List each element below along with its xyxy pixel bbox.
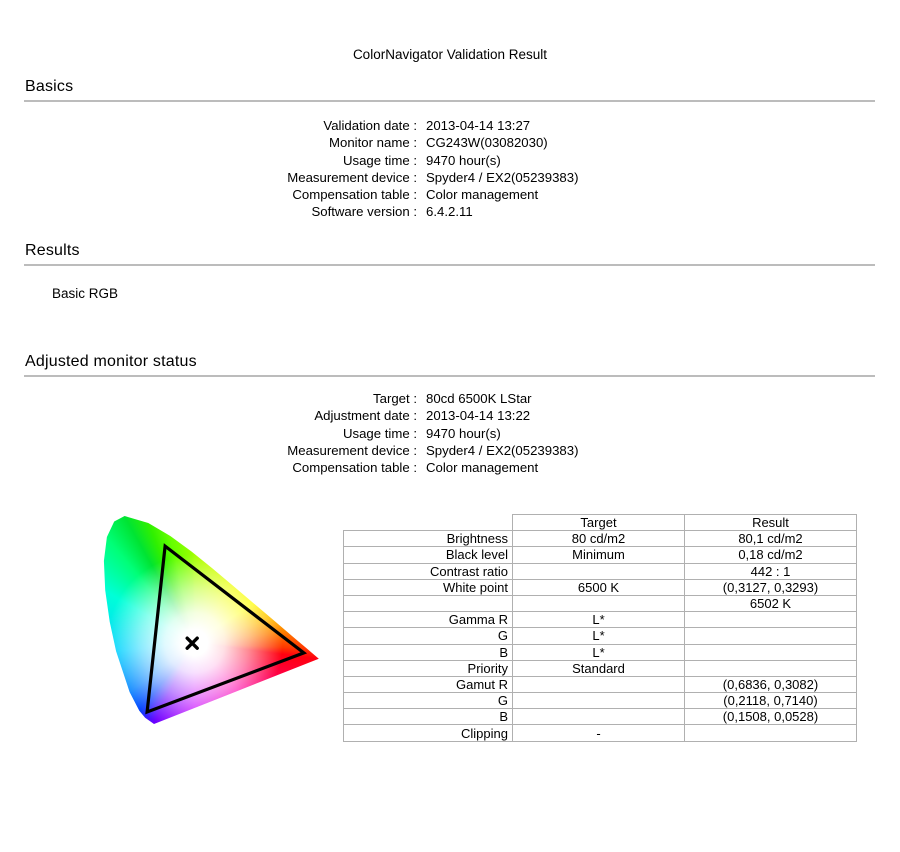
status-table xyxy=(343,514,857,742)
adjusted-status-divider xyxy=(24,375,875,377)
table-row-white-point-kelvin xyxy=(344,595,857,611)
info-label: Adjustment date : xyxy=(314,408,417,424)
info-label: Validation date : xyxy=(323,118,417,133)
page-title: ColorNavigator Validation Result xyxy=(352,47,548,62)
row-label: Contrast ratio xyxy=(344,563,513,579)
row-label: G xyxy=(344,628,513,644)
adjusted-status-heading: Adjusted monitor status xyxy=(25,353,197,370)
info-row-validation-date xyxy=(0,117,900,134)
info-row-target xyxy=(0,390,900,407)
info-label: Usage time : xyxy=(342,425,417,441)
target-cell: - xyxy=(513,725,685,741)
target-cell xyxy=(513,693,685,709)
info-value: CG243W(03082030) xyxy=(426,135,548,151)
info-value: 9470 hour(s) xyxy=(426,152,501,168)
result-cell: 0,18 cd/m2 xyxy=(685,547,857,563)
info-label: Compensation table : xyxy=(292,460,417,476)
white-point-marker xyxy=(187,638,197,648)
row-label: B xyxy=(344,709,513,725)
table-row-gamut-b xyxy=(344,709,857,725)
info-value: 2013-04-14 13:22 xyxy=(426,408,531,424)
target-cell: Minimum xyxy=(513,547,685,563)
adjusted-info-list xyxy=(0,390,900,476)
target-cell: Standard xyxy=(513,660,685,676)
result-cell: 6502 K xyxy=(685,595,857,611)
row-label: Brightness xyxy=(344,531,513,547)
info-label: Measurement device : xyxy=(287,169,417,185)
table-row-gamut-g xyxy=(344,693,857,709)
row-label: B xyxy=(344,644,513,660)
result-cell: (0,2118, 0,7140) xyxy=(685,693,857,709)
info-value: Color management xyxy=(426,187,539,203)
result-cell xyxy=(685,660,857,676)
info-value: Color management xyxy=(426,460,539,476)
target-column-header: Target xyxy=(513,515,685,531)
table-header-row xyxy=(344,515,857,531)
result-cell: 442 : 1 xyxy=(685,563,857,579)
result-cell xyxy=(685,725,857,741)
result-column-header: Result xyxy=(685,515,857,531)
info-row-monitor-name xyxy=(0,134,900,151)
info-row-compensation-table xyxy=(0,186,900,203)
result-cell: (0,1508, 0,0528) xyxy=(685,709,857,725)
row-label: Gamut R xyxy=(344,676,513,692)
info-label: Usage time : xyxy=(342,152,417,168)
row-label: Priority xyxy=(344,660,513,676)
result-cell: (0,3127, 0,3293) xyxy=(685,579,857,595)
info-value: Spyder4 / EX2(05239383) xyxy=(426,442,579,458)
results-heading: Results xyxy=(25,242,80,259)
info-row-measurement-device xyxy=(0,169,900,186)
row-label xyxy=(344,595,513,611)
info-row-usage-time xyxy=(0,425,900,442)
info-row-software-version xyxy=(0,203,900,220)
target-cell xyxy=(513,563,685,579)
table-row-white-point xyxy=(344,579,857,595)
basics-heading: Basics xyxy=(25,78,74,95)
basics-info-list xyxy=(0,117,900,221)
info-row-usage-time xyxy=(0,152,900,169)
table-row-gamma-b xyxy=(344,644,857,660)
target-cell: 80 cd/m2 xyxy=(513,531,685,547)
info-row-measurement-device xyxy=(0,442,900,459)
gamut-overlay xyxy=(100,505,330,740)
table-row-gamma-r xyxy=(344,612,857,628)
table-row-contrast-ratio xyxy=(344,563,857,579)
info-value: 9470 hour(s) xyxy=(426,425,501,441)
info-label: Compensation table : xyxy=(292,187,417,203)
info-label: Measurement device : xyxy=(287,442,417,458)
table-row-brightness xyxy=(344,531,857,547)
table-row-priority xyxy=(344,660,857,676)
results-divider xyxy=(24,264,875,266)
info-value: 80cd 6500K LStar xyxy=(426,391,532,406)
table-row-black-level xyxy=(344,547,857,563)
info-label: Software version : xyxy=(311,204,417,220)
table-row-clipping xyxy=(344,725,857,741)
row-label: Black level xyxy=(344,547,513,563)
basics-divider xyxy=(24,100,875,102)
info-row-compensation-table xyxy=(0,459,900,476)
table-row-gamma-g xyxy=(344,628,857,644)
table-row-gamut-r xyxy=(344,676,857,692)
info-value: 2013-04-14 13:27 xyxy=(426,118,531,133)
result-cell xyxy=(685,612,857,628)
result-cell: 80,1 cd/m2 xyxy=(685,531,857,547)
gamut-triangle xyxy=(147,546,304,712)
cie-chromaticity-diagram xyxy=(100,505,330,740)
row-label: G xyxy=(344,693,513,709)
target-cell: L* xyxy=(513,628,685,644)
target-cell: L* xyxy=(513,612,685,628)
info-value: Spyder4 / EX2(05239383) xyxy=(426,169,579,185)
target-cell: L* xyxy=(513,644,685,660)
target-cell xyxy=(513,595,685,611)
target-cell xyxy=(513,709,685,725)
info-value: 6.4.2.11 xyxy=(426,204,473,220)
info-row-adjustment-date xyxy=(0,407,900,424)
result-cell: (0,6836, 0,3082) xyxy=(685,676,857,692)
info-label: Target : xyxy=(373,391,417,406)
row-label: White point xyxy=(344,579,513,595)
row-label: Clipping xyxy=(344,725,513,741)
result-item-basic-rgb: Basic RGB xyxy=(52,286,119,301)
result-cell xyxy=(685,644,857,660)
result-cell xyxy=(685,628,857,644)
corner-cell xyxy=(344,515,513,531)
target-cell: 6500 K xyxy=(513,579,685,595)
row-label: Gamma R xyxy=(344,612,513,628)
target-cell xyxy=(513,676,685,692)
info-label: Monitor name : xyxy=(329,135,417,151)
